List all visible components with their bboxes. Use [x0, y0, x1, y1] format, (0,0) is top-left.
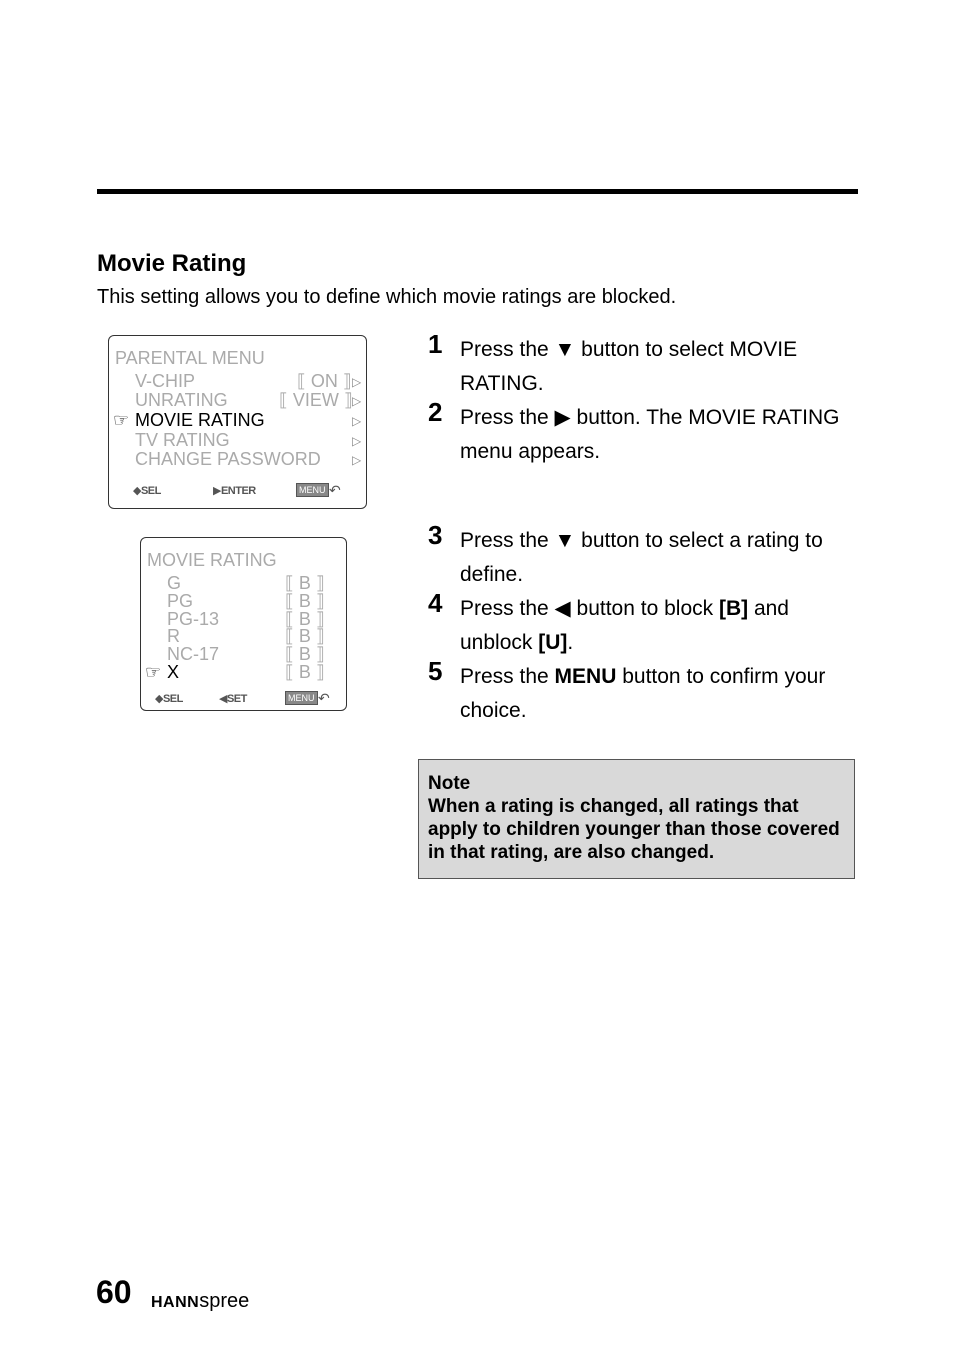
movie-menu-title: MOVIE RATING — [147, 550, 277, 570]
header-rule — [97, 189, 858, 194]
step-number: 5 — [428, 656, 443, 686]
step-text: Press the MENU button to confirm your choice. — [460, 665, 826, 722]
step-text: Press the ◀ button to block [B] and unblock [U]. — [460, 597, 789, 654]
rating-item-nc-17: NC-17 — [167, 644, 220, 664]
movie-rating-screen — [140, 537, 347, 711]
tv-rating-arrow-icon: ▷ — [352, 434, 362, 448]
parental-menu-title: PARENTAL MENU — [115, 348, 265, 368]
v-chip-arrow-icon: ▷ — [352, 375, 362, 389]
rating-x-value: ⟦ B ⟧ — [285, 662, 325, 682]
return-icon: ↶ — [318, 690, 330, 706]
menu-item-tv-rating: TV RATING — [135, 430, 230, 450]
v-chip-value: ⟦ ON ⟧ — [297, 371, 352, 391]
menu-badge: MENU — [296, 483, 329, 497]
step-number: 2 — [428, 397, 443, 427]
note-heading: Note — [428, 773, 471, 794]
movie-rating-arrow-icon: ▷ — [352, 414, 362, 428]
rating-g-value: ⟦ B ⟧ — [285, 573, 325, 593]
step-text: Press the ▼ button to select a rating to define. — [460, 529, 823, 586]
section-intro: This setting allows you to define which movie ratings are blocked. — [97, 286, 677, 308]
menu-badge: MENU — [285, 691, 318, 705]
step-text: Press the ▶ button. The MOVIE RATING menu appears. — [460, 406, 840, 463]
note-box — [418, 759, 855, 879]
change-password-arrow-icon: ▷ — [352, 453, 362, 467]
sel-hint: ◆SEL — [133, 485, 161, 497]
rating-pg-value: ⟦ B ⟧ — [285, 591, 325, 611]
menu-item-v-chip: V-CHIP — [135, 371, 196, 391]
step-text: Press the ▼ button to select MOVIE RATING. — [460, 338, 798, 395]
page-number: 60 — [96, 1274, 132, 1310]
section-title: Movie Rating — [97, 250, 247, 277]
rating-pg-13-value: ⟦ B ⟧ — [285, 609, 325, 629]
hand-pointer-icon: ☞ — [145, 662, 162, 682]
unrating-arrow-icon: ▷ — [352, 394, 362, 408]
rating-item-pg: PG — [167, 591, 194, 611]
sel-hint: ◆SEL — [155, 693, 183, 705]
menu-item-change-password: CHANGE PASSWORD — [135, 449, 321, 469]
brand-logo: HANNspree — [151, 1290, 250, 1312]
parental-menu-screen — [108, 335, 367, 509]
menu-item-unrating: UNRATING — [135, 390, 228, 410]
return-icon: ↶ — [329, 482, 341, 498]
enter-hint: ▶ENTER — [213, 485, 256, 497]
menu-item-movie-rating: MOVIE RATING — [135, 410, 265, 430]
unrating-value: ⟦ VIEW ⟧ — [279, 390, 353, 410]
rating-item-g: G — [167, 573, 182, 593]
step-number: 3 — [428, 520, 443, 550]
rating-r-value: ⟦ B ⟧ — [285, 626, 325, 646]
step-number: 1 — [428, 329, 443, 359]
rating-nc-17-value: ⟦ B ⟧ — [285, 644, 325, 664]
step-number: 4 — [428, 588, 443, 618]
rating-item-x: X — [167, 662, 180, 682]
rating-item-pg-13: PG-13 — [167, 609, 220, 629]
rating-item-r: R — [167, 626, 180, 646]
set-hint: ◀SET — [219, 693, 247, 705]
hand-pointer-icon: ☞ — [113, 410, 130, 430]
note-body: When a rating is changed, all ratings that apply to children younger than those covered in that rating, are also changed. — [428, 796, 840, 863]
